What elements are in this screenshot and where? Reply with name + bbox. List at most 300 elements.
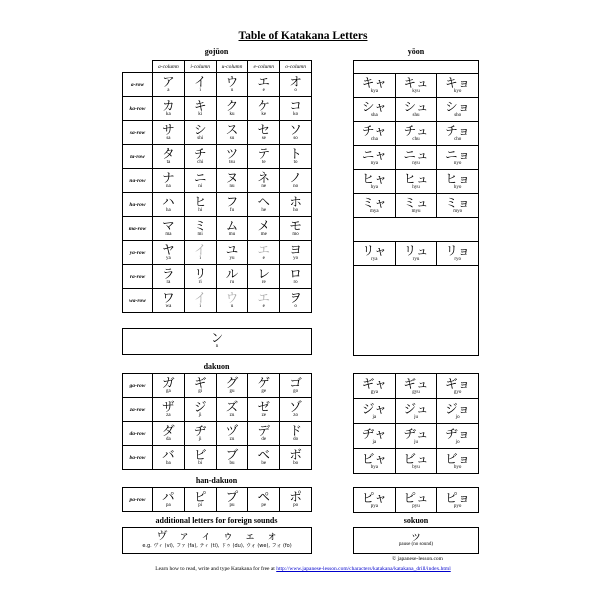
kana-cell	[184, 145, 216, 169]
yoon-cell	[395, 374, 437, 398]
kana-character: オ	[289, 74, 302, 89]
kana-romaji: nu	[229, 184, 235, 189]
kana-cell	[153, 241, 185, 265]
kana-character: ジ	[193, 399, 207, 414]
kana-character: グ	[225, 375, 239, 390]
section-yoon-heading: yōon	[407, 47, 425, 56]
yoon-kana: ミャ	[361, 195, 387, 210]
yoon-romaji: hyu	[412, 185, 420, 190]
yoon-cell	[354, 242, 395, 265]
yoon-cell	[395, 122, 437, 145]
kana-romaji: zo	[293, 413, 298, 418]
kana-romaji: shi	[197, 136, 204, 141]
footer-link[interactable]: http://www.japanese-lesson.com/characters/katakana/katakana_drill/index.html	[276, 566, 451, 572]
table-row	[123, 193, 312, 217]
kana-cell	[248, 488, 280, 512]
yoon-romaji: gyu	[412, 389, 420, 395]
kana-romaji: zu	[229, 437, 235, 442]
yoon-row	[354, 398, 478, 423]
yoon-kana: チャ	[362, 123, 387, 138]
yoon-row	[354, 193, 478, 217]
yoon-romaji: shu	[412, 113, 420, 118]
yoon-romaji: myo	[453, 209, 463, 214]
kana-romaji: da	[166, 437, 171, 442]
kana-character: ボ	[289, 447, 302, 462]
row-label: na-row	[123, 169, 153, 193]
kana-romaji: se	[261, 136, 266, 141]
yoon-kana: ショ	[445, 99, 471, 114]
yoon-romaji: ryu	[412, 257, 420, 262]
yoon-cell	[395, 170, 437, 193]
kana-character: エ	[257, 242, 271, 257]
yoon-kana: ヒョ	[445, 171, 471, 186]
kana-cell	[153, 446, 185, 470]
kana-romaji: i	[199, 88, 201, 93]
kana-romaji: pa	[166, 503, 171, 508]
kana-cell	[216, 217, 248, 241]
yoon-romaji: byu	[412, 464, 420, 470]
kana-cell	[216, 422, 248, 446]
yoon-row	[354, 448, 478, 473]
yoon-romaji: pyo	[453, 503, 462, 509]
kana-character: ネ	[257, 170, 271, 185]
kana-cell	[248, 169, 280, 193]
kana-cell	[153, 217, 185, 241]
kana-character: ス	[225, 122, 239, 137]
yoon-kana: ニュ	[403, 147, 429, 162]
kana-cell	[184, 488, 216, 512]
yoon-row	[354, 169, 478, 193]
kana-romaji: o	[294, 304, 297, 309]
kana-cell	[153, 121, 185, 145]
section-gojuon-heading: gojūon	[204, 47, 229, 56]
kana-cell	[280, 265, 312, 289]
yoon-kana: ビョ	[445, 450, 471, 466]
yoon-kana: ヂュ	[403, 425, 429, 441]
row-label: ya-row	[123, 241, 153, 265]
yoon-cell	[436, 146, 478, 169]
kana-romaji: hi	[198, 208, 203, 213]
yoon-kana: ミョ	[445, 195, 471, 210]
kana-character: リ	[193, 266, 207, 281]
kana-cell	[153, 265, 185, 289]
yoon-kana: チョ	[445, 123, 470, 138]
kana-sokuon: ッ	[409, 528, 423, 543]
row-label: ma-row	[123, 217, 153, 241]
yoon-cell	[354, 74, 395, 97]
kana-romaji: gu	[229, 389, 235, 394]
kana-n: ン	[210, 330, 224, 345]
kana-character: モ	[289, 218, 302, 233]
yoon-kana: ニョ	[445, 147, 471, 162]
kana-cell	[248, 145, 280, 169]
kana-romaji: bu	[229, 461, 235, 466]
kana-character: ド	[289, 423, 302, 438]
kana-cell	[184, 73, 216, 97]
kana-romaji: pi	[198, 503, 203, 508]
kana-cell	[280, 145, 312, 169]
kana-character: ホ	[289, 194, 302, 209]
kana-romaji: mi	[197, 232, 203, 237]
kana-romaji: ri	[198, 280, 202, 285]
kana-cell	[280, 97, 312, 121]
yoon-kana: リュ	[403, 243, 429, 258]
yoon-romaji: sho	[454, 113, 462, 118]
yoon-romaji: kya	[370, 89, 378, 94]
yoon-table-semivoiced	[353, 487, 479, 513]
yoon-cell	[395, 424, 437, 448]
yoon-romaji: nyu	[412, 161, 420, 166]
yoon-row	[354, 265, 478, 289]
kana-romaji: ku	[229, 112, 235, 117]
kana-cell	[216, 289, 248, 313]
table-row	[123, 73, 312, 97]
yoon-romaji: jo	[455, 439, 460, 445]
kana-character: パ	[162, 489, 175, 504]
kana-romaji: bo	[293, 461, 299, 466]
kana-cell	[248, 193, 280, 217]
kana-romaji: zu	[229, 413, 235, 418]
n-cell	[122, 328, 312, 355]
kana-character: ケ	[257, 98, 271, 113]
kana-cell	[184, 265, 216, 289]
kana-cell	[153, 145, 185, 169]
yoon-romaji: chu	[412, 137, 420, 142]
kana-cell	[280, 193, 312, 217]
yoon-romaji: nya	[370, 161, 378, 166]
kana-cell	[280, 289, 312, 313]
kana-character: ウ	[225, 74, 239, 89]
kana-character: ツ	[225, 146, 239, 161]
kana-character: ラ	[162, 266, 175, 281]
footer-text: Learn how to read, write and type Katakana for free at	[155, 566, 277, 572]
yoon-romaji: rya	[371, 257, 378, 262]
kana-character: ザ	[162, 399, 175, 414]
yoon-kana: ヂャ	[362, 425, 387, 441]
yoon-romaji: mya	[370, 209, 379, 214]
kana-character: ヒ	[193, 194, 207, 209]
kana-character: ビ	[193, 447, 207, 462]
row-label: a-row	[123, 73, 153, 97]
kana-cell	[216, 97, 248, 121]
yoon-cell	[395, 98, 437, 121]
column-header: i-column	[184, 61, 216, 73]
yoon-cell	[436, 488, 478, 512]
yoon-romaji: ju	[414, 414, 418, 420]
yoon-kana: キョ	[445, 75, 471, 90]
yoon-romaji: gya	[370, 389, 378, 395]
yoon-romaji: pyu	[412, 503, 420, 509]
row-label: za-row	[123, 398, 153, 422]
kana-character: ワ	[162, 290, 175, 305]
row-label: da-row	[123, 422, 153, 446]
yoon-kana: ニャ	[361, 147, 387, 162]
kana-character: ゴ	[289, 375, 302, 390]
yoon-kana: ピョ	[445, 489, 471, 505]
column-header: o-column	[280, 61, 312, 73]
kana-character: マ	[162, 218, 175, 233]
yoon-row	[354, 121, 478, 145]
kana-romaji: e	[262, 304, 265, 309]
yoon-row	[354, 241, 478, 265]
column-header: u-column	[216, 61, 248, 73]
yoon-romaji: ju	[414, 439, 418, 445]
yoon-kana: ジャ	[361, 400, 387, 416]
kana-romaji: go	[293, 389, 299, 394]
yoon-romaji: gyo	[453, 389, 462, 395]
sokuon-box	[353, 527, 479, 554]
kana-cell	[280, 217, 312, 241]
kana-romaji: ji	[198, 413, 202, 418]
kana-character: ア	[162, 74, 175, 89]
kana-character: ポ	[289, 489, 302, 504]
kana-character: ヅ	[225, 423, 239, 438]
kana-cell	[153, 289, 185, 313]
yoon-kana: キャ	[361, 75, 387, 90]
yoon-cell	[395, 146, 437, 169]
kana-romaji: ji	[198, 437, 202, 442]
yoon-kana: キュ	[403, 75, 429, 90]
kana-character: ム	[225, 218, 239, 233]
kana-cell	[153, 193, 185, 217]
yoon-romaji: hya	[370, 185, 378, 190]
yoon-kana: ジュ	[403, 400, 429, 416]
yoon-romaji: hyo	[453, 185, 462, 190]
table-row	[123, 169, 312, 193]
yoon-kana: シュ	[403, 99, 429, 114]
kana-cell	[216, 73, 248, 97]
kana-romaji: he	[261, 208, 267, 213]
yoon-cell	[354, 488, 395, 512]
yoon-romaji: myu	[411, 209, 421, 214]
kana-cell	[184, 422, 216, 446]
kana-romaji: sa	[166, 136, 171, 141]
kana-character: フ	[225, 194, 239, 209]
kana-romaji: ha	[166, 208, 171, 213]
kana-character: ハ	[162, 194, 175, 209]
yoon-romaji: jo	[455, 414, 460, 420]
yoon-cell	[395, 194, 437, 217]
kana-character: ズ	[225, 399, 239, 414]
row-label: sa-row	[123, 121, 153, 145]
yoon-kana: ピャ	[361, 489, 387, 505]
kana-romaji: ma	[165, 232, 172, 237]
kana-romaji: ba	[166, 461, 171, 466]
yoon-row	[354, 488, 478, 512]
yoon-cell	[436, 74, 478, 97]
kana-character: ソ	[289, 122, 302, 137]
kana-character: タ	[162, 146, 175, 161]
kana-romaji: pe	[261, 503, 267, 508]
table-row	[123, 265, 312, 289]
yoon-kana: ピュ	[403, 489, 429, 505]
kana-character: コ	[289, 98, 302, 113]
yoon-romaji: bya	[370, 464, 378, 470]
kana-romaji: chi	[197, 160, 204, 165]
yoon-romaji: cho	[454, 137, 462, 142]
kana-character: シ	[193, 122, 207, 137]
yoon-cell	[436, 449, 478, 473]
kana-romaji: ya	[166, 256, 171, 261]
kana-romaji: ni	[198, 184, 203, 189]
yoon-kana: ギョ	[445, 375, 471, 391]
kana-character: セ	[257, 122, 271, 137]
kana-character: ヘ	[257, 194, 271, 209]
yoon-table-main	[353, 60, 479, 356]
kana-character: キ	[193, 98, 207, 113]
kana-cell	[216, 145, 248, 169]
yoon-kana: チュ	[403, 123, 429, 138]
kana-character: デ	[257, 423, 271, 438]
yoon-kana: ミュ	[403, 195, 429, 210]
kana-romaji: te	[261, 160, 266, 165]
kana-romaji: yu	[229, 256, 235, 261]
kana-cell	[153, 374, 185, 398]
yoon-row	[354, 374, 478, 398]
column-header-row	[123, 61, 312, 73]
kana-character: ガ	[162, 375, 175, 390]
kana-cell	[153, 422, 185, 446]
kana-character: ク	[225, 98, 239, 113]
kana-character: バ	[162, 447, 175, 462]
kana-cell	[216, 169, 248, 193]
kana-character: ヨ	[289, 242, 302, 257]
kana-cell	[248, 446, 280, 470]
kana-cell	[184, 289, 216, 313]
footer	[0, 566, 606, 572]
kana-cell	[153, 398, 185, 422]
kana-cell	[280, 446, 312, 470]
yoon-kana: ビュ	[403, 450, 429, 466]
kana-character: ペ	[257, 489, 271, 504]
yoon-cell	[436, 170, 478, 193]
kana-cell	[184, 121, 216, 145]
kana-cell	[280, 73, 312, 97]
kana-romaji: yo	[293, 256, 299, 261]
yoon-kana: ギャ	[361, 375, 387, 391]
yoon-cell	[436, 122, 478, 145]
kana-cell	[280, 422, 312, 446]
yoon-romaji: nyo	[453, 161, 462, 166]
table-row	[123, 398, 312, 422]
handakuon-table	[122, 487, 312, 512]
kana-character: ブ	[225, 447, 239, 462]
yoon-cell	[436, 399, 478, 423]
kana-romaji: u	[230, 304, 234, 309]
yoon-kana: ビャ	[361, 450, 387, 466]
row-label: ka-row	[123, 97, 153, 121]
kana-character: テ	[257, 146, 271, 161]
kana-romaji: re	[261, 280, 266, 285]
page-title: Table of Katakana Letters	[238, 30, 368, 42]
kana-character: ト	[289, 146, 302, 161]
kana-romaji: ro	[293, 280, 298, 285]
kana-character: イ	[193, 242, 207, 257]
romaji-n: n	[215, 344, 219, 349]
table-row	[123, 422, 312, 446]
row-label: ta-row	[123, 145, 153, 169]
kana-romaji: ru	[229, 280, 235, 285]
kana-cell	[184, 97, 216, 121]
foreign-letters: ヴ ァ ィ ゥ ェ ォ	[156, 529, 278, 542]
yoon-row	[354, 61, 478, 73]
yoon-romaji: ja	[372, 439, 377, 445]
yoon-cell	[436, 424, 478, 448]
kana-character: ノ	[289, 170, 302, 185]
kana-romaji: pu	[229, 503, 235, 508]
section-sokuon-heading: sokuon	[403, 516, 429, 525]
yoon-kana: リョ	[445, 243, 470, 258]
kana-cell	[184, 374, 216, 398]
foreign-example: e.g. ヴィ (vi), ファ (fa), ティ (ti), ドゥ (du), ウォ (we), フォ (fo)	[142, 543, 292, 549]
kana-romaji: do	[293, 437, 299, 442]
kana-romaji: de	[261, 437, 267, 442]
kana-cell	[184, 446, 216, 470]
kana-romaji: ko	[293, 112, 299, 117]
kana-cell	[248, 374, 280, 398]
gojuon-table	[122, 60, 312, 313]
yoon-row	[354, 289, 478, 347]
kana-cell	[248, 121, 280, 145]
kana-character: ナ	[162, 170, 175, 185]
kana-cell	[248, 422, 280, 446]
kana-romaji: ra	[166, 280, 171, 285]
kana-romaji: u	[230, 88, 234, 93]
kana-character: ユ	[225, 242, 239, 257]
yoon-kana: ギュ	[403, 375, 429, 391]
kana-character: イ	[193, 74, 207, 89]
row-label: ba-row	[123, 446, 153, 470]
yoon-table-voiced	[353, 373, 479, 474]
kana-cell	[184, 241, 216, 265]
kana-cell	[216, 241, 248, 265]
kana-cell	[153, 488, 185, 512]
yoon-cell	[354, 424, 395, 448]
yoon-cell	[436, 242, 478, 265]
yoon-cell	[395, 399, 437, 423]
kana-romaji: za	[166, 413, 171, 418]
kana-character: エ	[257, 74, 271, 89]
kana-romaji: ke	[261, 112, 267, 117]
kana-cell	[248, 398, 280, 422]
yoon-cell	[354, 374, 395, 398]
yoon-cell	[354, 449, 395, 473]
yoon-romaji: ja	[372, 414, 377, 420]
kana-character: ウ	[225, 290, 239, 305]
yoon-kana: シャ	[361, 99, 387, 114]
kana-cell	[216, 398, 248, 422]
table-row	[123, 488, 312, 512]
dakuon-table	[122, 373, 312, 470]
kana-character: メ	[257, 218, 271, 233]
kana-romaji: e	[262, 256, 265, 261]
kana-cell	[153, 97, 185, 121]
foreign-sounds-box	[122, 527, 312, 554]
header-corner	[123, 61, 153, 73]
yoon-kana: ヒュ	[403, 171, 429, 186]
kana-character: レ	[257, 266, 271, 281]
section-dakuon-heading: dakuon	[203, 362, 230, 371]
yoon-cell	[436, 374, 478, 398]
kana-romaji: fu	[229, 208, 235, 213]
kana-character: イ	[193, 290, 207, 305]
kana-cell	[280, 241, 312, 265]
copyright: © japanese-lesson.com	[392, 556, 443, 562]
kana-romaji: ze	[261, 413, 267, 418]
row-label: ha-row	[123, 193, 153, 217]
kana-cell	[216, 121, 248, 145]
kana-cell	[184, 217, 216, 241]
